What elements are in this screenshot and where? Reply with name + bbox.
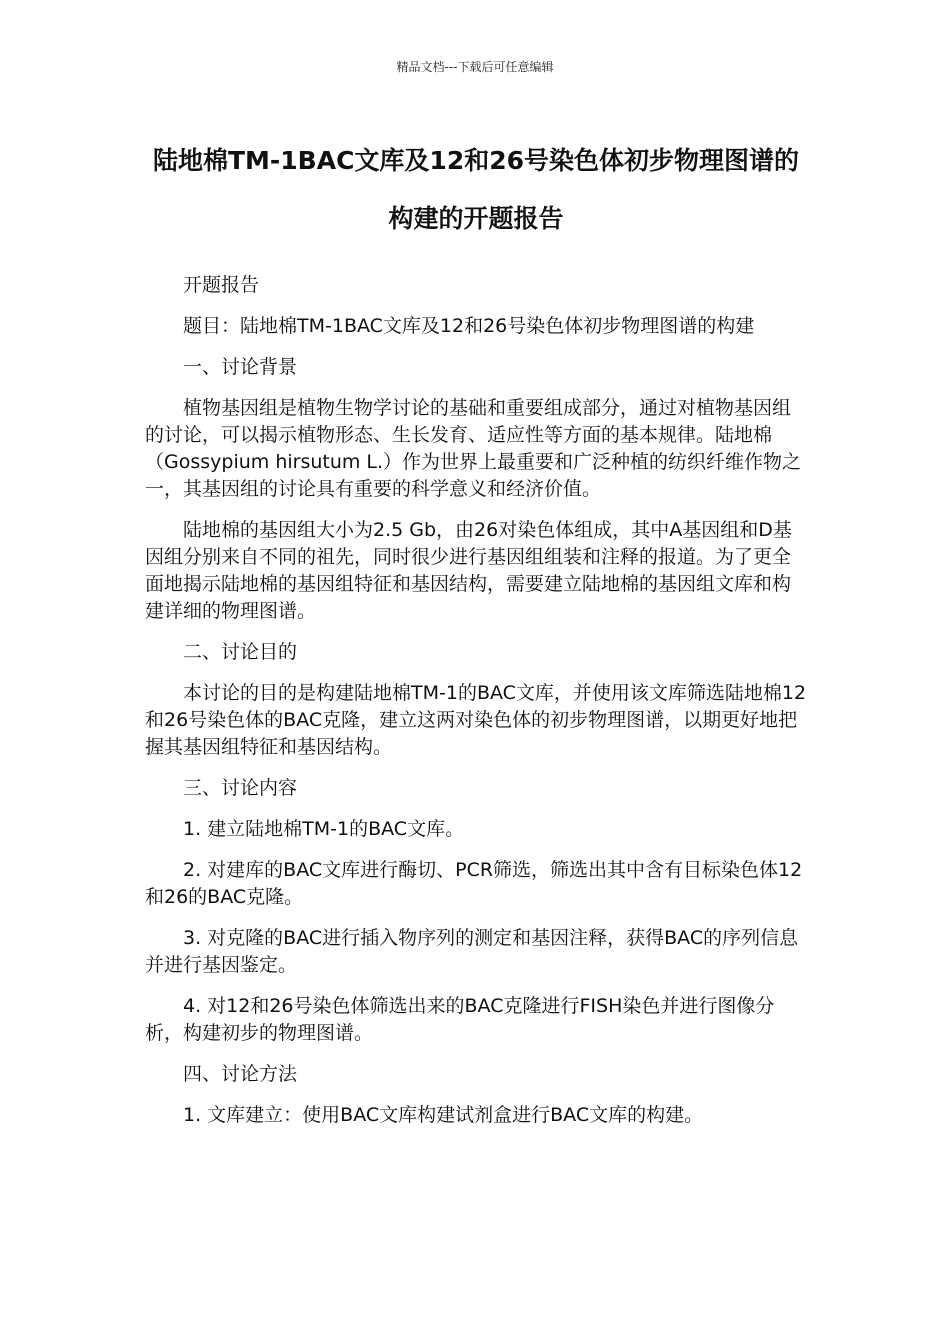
section-heading-purpose: 二、讨论目的: [183, 641, 298, 663]
list-item-content-3: 3. 对克隆的BAC进行插入物序列的测定和基因注释，获得BAC的序列信息并进行基因鉴定。: [145, 927, 799, 976]
list-item-content-4: 4. 对12和26号染色体筛选出来的BAC克隆进行FISH染色并进行图像分析，构建初步的物理图谱。: [145, 995, 775, 1044]
paragraph-background-2: 陆地棉的基因组大小为2.5 Gb，由26对染色体组成，其中A基因组和D基因组分别来自不同的祖先，同时很少进行基因组组装和注释的报道。为了更全面地揭示陆地棉的基因组特征和基因结构，需要建立陆地棉的基因组文库和构建详细的物理图谱。: [145, 519, 792, 622]
list-item-content-1: 1. 建立陆地棉TM-1的BAC文库。: [183, 818, 465, 840]
page-header: 精品文档---下载后可任意编辑: [396, 60, 554, 74]
section-heading-content: 三、讨论内容: [183, 777, 298, 799]
paragraph-topic: 题目：陆地棉TM-1BAC文库及12和26号染色体初步物理图谱的构建: [183, 315, 755, 337]
paragraph-background-1: 植物基因组是植物生物学讨论的基础和重要组成部分，通过对植物基因组的讨论，可以揭示植物形态、生长发育、适应性等方面的基本规律。陆地棉（Gossypium hirsutum L.）作为世界上最重要和广泛种植的纺织纤维作物之一，其基因组的讨论具有重要的科学意义和经济价值。: [145, 397, 802, 500]
list-item-methods-1: 1. 文库建立：使用BAC文库构建试剂盒进行BAC文库的构建。: [183, 1104, 704, 1126]
paragraph-purpose: 本讨论的目的是构建陆地棉TM-1的BAC文库，并使用该文库筛选陆地棉12和26号染色体的BAC克隆，建立这两对染色体的初步物理图谱，以期更好地把握其基因组特征和基因结构。: [145, 682, 807, 758]
section-heading-methods: 四、讨论方法: [183, 1063, 298, 1085]
document-title: 陆地棉TM-1BAC文库及12和26号染色体初步物理图谱的构建的开题报告: [152, 146, 800, 233]
paragraph-report-label: 开题报告: [183, 274, 260, 296]
document-body: [145, 272, 807, 1143]
list-item-content-2: 2. 对建库的BAC文库进行酶切、PCR筛选，筛选出其中含有目标染色体12和26的BAC克隆。: [145, 859, 803, 908]
section-heading-background: 一、讨论背景: [183, 356, 298, 378]
